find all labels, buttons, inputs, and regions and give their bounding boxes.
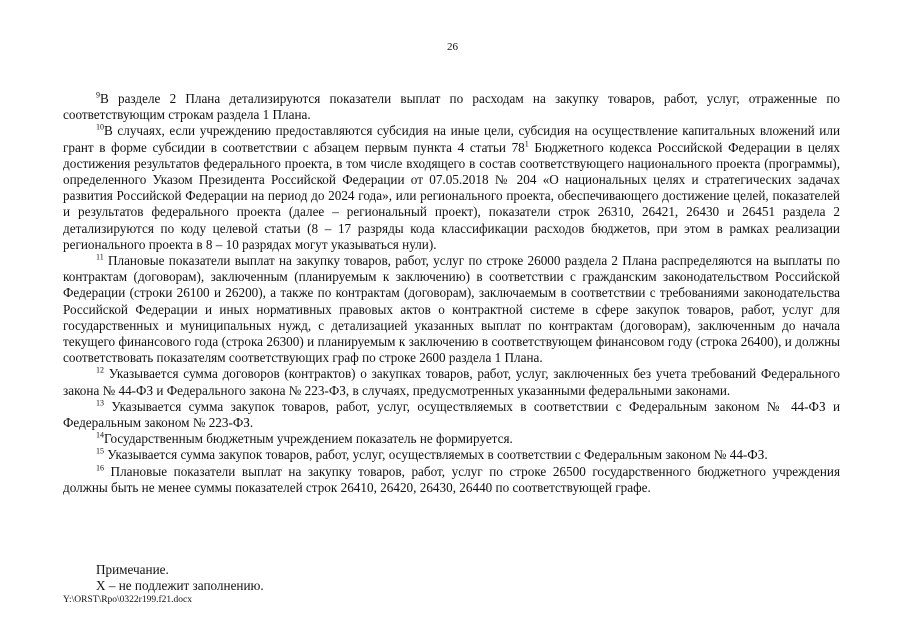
footnote-11 xyxy=(63,253,840,366)
footnote-12 xyxy=(63,366,840,398)
footnote-10 xyxy=(63,123,840,253)
footnote-number: 11 xyxy=(96,252,104,262)
footnote-text: Плановые показатели выплат на закупку товаров, работ, услуг по строке 26500 государственного бюджетного учреждения должны быть не менее суммы показателей строк 26410, 26420, 26430, 26440 по соответствующей графе. xyxy=(63,463,841,495)
footnote-number: 13 xyxy=(96,398,104,408)
footnote-text: Указывается сумма закупок товаров, работ, услуг, осуществляемых в соответствии с Федеральным законом № 44-ФЗ и Федеральным законом № 223-ФЗ. xyxy=(63,398,840,431)
file-path: Y:\ORST\Rpo\0322r199.f21.docx xyxy=(63,595,192,605)
note-title: Примечание. xyxy=(96,562,169,577)
footnote-text: Плановые показатели выплат на закупку товаров, работ, услуг по строке 26000 раздела 2 Плана распределяются на выплаты по контрактам (договорам), заключенным (планируемым к заключению) в соответствии с гражданским законодательством Российской Федерации (строки 26100 и 26200), а также по контрактам (договорам), заключаемым в соответствии с требованиями законодательства Российской Федерации и иных нормативных правовых актов о контрактной системе в сфере закупок товаров, работ, услуг для государственных и муниципальных нужд, с детализацией указанных выплат по контрактам (договорам), заключенным до начала текущего финансового года (строка 26300) и планируемым к заключению в соответствующем финансовом году (строка 26400), и должны соответствовать показателям соответствующих граф по строке 2600 раздела 1 Плана. xyxy=(63,253,841,366)
footnote-15 xyxy=(63,447,840,463)
footnote-13 xyxy=(63,399,840,431)
footnote-text: В случаях, если учреждению предоставляются субсидия на иные цели, субсидия на осуществление капитальных вложений или грант в форме субсидии в соответствии с абзацем первым пункта 4 статьи 78 xyxy=(63,123,840,155)
footnote-number: 12 xyxy=(96,366,104,376)
footnote-text: В разделе 2 Плана детализируются показатели выплат по расходам на закупку товаров, работ, услуг, отраженные по соответствующим строкам раздела 1 Плана. xyxy=(63,91,840,123)
note-block xyxy=(96,562,264,595)
page-number: 26 xyxy=(447,41,458,53)
footnote-number: 9 xyxy=(96,90,100,100)
footnote-text: Указывается сумма закупок товаров, работ, услуг, осуществляемых в соответствии с Федеральным законом № 44-ФЗ. xyxy=(107,447,768,463)
footnote-text-continued: Бюджетного кодекса Российской Федерации в целях достижения результатов федерального проекта, в том числе входящего в состав соответствующего национального проекта (программы), определенного Указом Президента Российской Федерации от 07.05.2018 № 204 «О национальных целях и стратегических задачах развития Российской Федерации на период до 2024 года», или регионального проекта, обеспечивающего достижение целей, показателей и результатов федерального проекта (далее – региональный проект), показатели строк 26310, 26421, 26430 и 26451 раздела 2 детализируются по коду целевой статьи (8 – 17 разряды кода классификации расходов бюджетов, при этом в рамках реализации регионального проекта в 8 – 10 разрядах могут указываться нули). xyxy=(63,139,841,252)
footnote-number: 15 xyxy=(96,447,104,457)
footnote-text: Государственным бюджетным учреждением показатель не формируется. xyxy=(104,431,513,447)
footnote-9 xyxy=(63,91,840,123)
footnotes-block xyxy=(63,91,840,496)
note-line: Х – не подлежит заполнению. xyxy=(96,578,264,594)
article-superscript: 1 xyxy=(524,139,529,149)
footnote-text: Указывается сумма договоров (контрактов) о закупках товаров, работ, услуг, заключенных без учета требований Федерального закона № 44-ФЗ и Федерального закона № 223-ФЗ, в случаях, предусмотренных указанными федеральными законами. xyxy=(63,366,840,398)
footnote-16 xyxy=(63,464,840,496)
footnote-number: 16 xyxy=(96,463,104,473)
footnote-number: 10 xyxy=(96,123,104,133)
footnote-number: 14 xyxy=(96,430,104,440)
footnote-14 xyxy=(63,431,840,447)
